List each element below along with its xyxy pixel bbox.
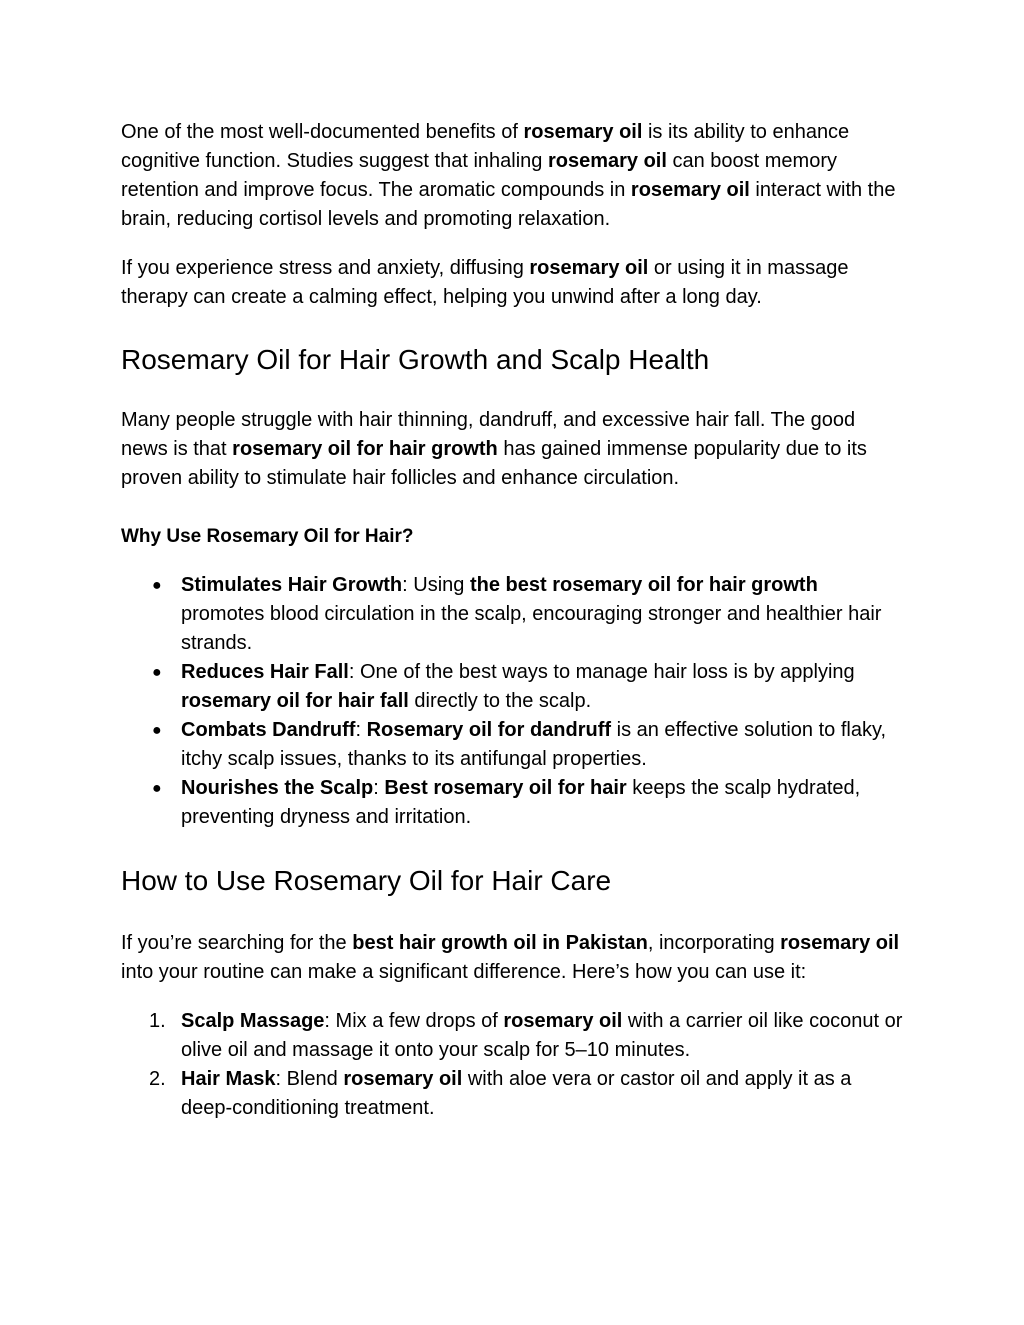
bullet-icon: ● (152, 722, 162, 739)
document-page (121, 118, 906, 1123)
list-item: ● Nourishes the Scalp: Best rosemary oil for hair keeps the scalp hydrated, preventing dryness and irritation. (181, 774, 906, 832)
intro-paragraph-stress: If you experience stress and anxiety, diffusing rosemary oil or using it in massage therapy can create a calming effect, helping you unwind after a long day. (121, 257, 849, 308)
bullet-icon: ● (152, 664, 162, 681)
section-heading-hair-growth: Rosemary Oil for Hair Growth and Scalp Health (121, 344, 710, 375)
list-item: 1. Scalp Massage: Mix a few drops of rosemary oil with a carrier oil like coconut or olive oil and massage it onto your scalp for 5–10 minutes. (181, 1007, 906, 1065)
intro-paragraph-cognitive: One of the most well-documented benefits of rosemary oil is its ability to enhance cognitive function. Studies suggest that inhaling rosemary oil can boost memory retention and improve focus. The aromatic compounds in rosemary oil interact with the brain, reducing cortisol levels and promoting relaxation. (121, 121, 896, 230)
usage-steps-list (121, 1007, 906, 1123)
step-number: 1. (149, 1010, 166, 1032)
benefits-list (121, 571, 906, 832)
list-item: ● Combats Dandruff: Rosemary oil for dandruff is an effective solution to flaky, itchy scalp issues, thanks to its antifungal properties. (181, 716, 906, 774)
list-item: ● Stimulates Hair Growth: Using the best rosemary oil for hair growth promotes blood circulation in the scalp, encouraging stronger and healthier hair strands. (181, 571, 906, 658)
bullet-icon: ● (152, 780, 162, 797)
bullet-icon: ● (152, 577, 162, 594)
section-heading-how-to-use: How to Use Rosemary Oil for Hair Care (121, 865, 612, 896)
list-item: ● Reduces Hair Fall: One of the best ways to manage hair loss is by applying rosemary oil for hair fall directly to the scalp. (181, 658, 906, 716)
how-to-use-paragraph: If you’re searching for the best hair growth oil in Pakistan, incorporating rosemary oil into your routine can make a significant difference. Here’s how you can use it: (121, 932, 900, 983)
subheading-why-use: Why Use Rosemary Oil for Hair? (121, 526, 414, 547)
hair-growth-paragraph: Many people struggle with hair thinning, dandruff, and excessive hair fall. The good news is that rosemary oil for hair growth has gained immense popularity due to its proven ability to stimulate hair follicles and enhance circulation. (121, 409, 867, 489)
step-number: 2. (149, 1068, 166, 1090)
list-item: 2. Hair Mask: Blend rosemary oil with aloe vera or castor oil and apply it as a deep-conditioning treatment. (181, 1065, 906, 1123)
